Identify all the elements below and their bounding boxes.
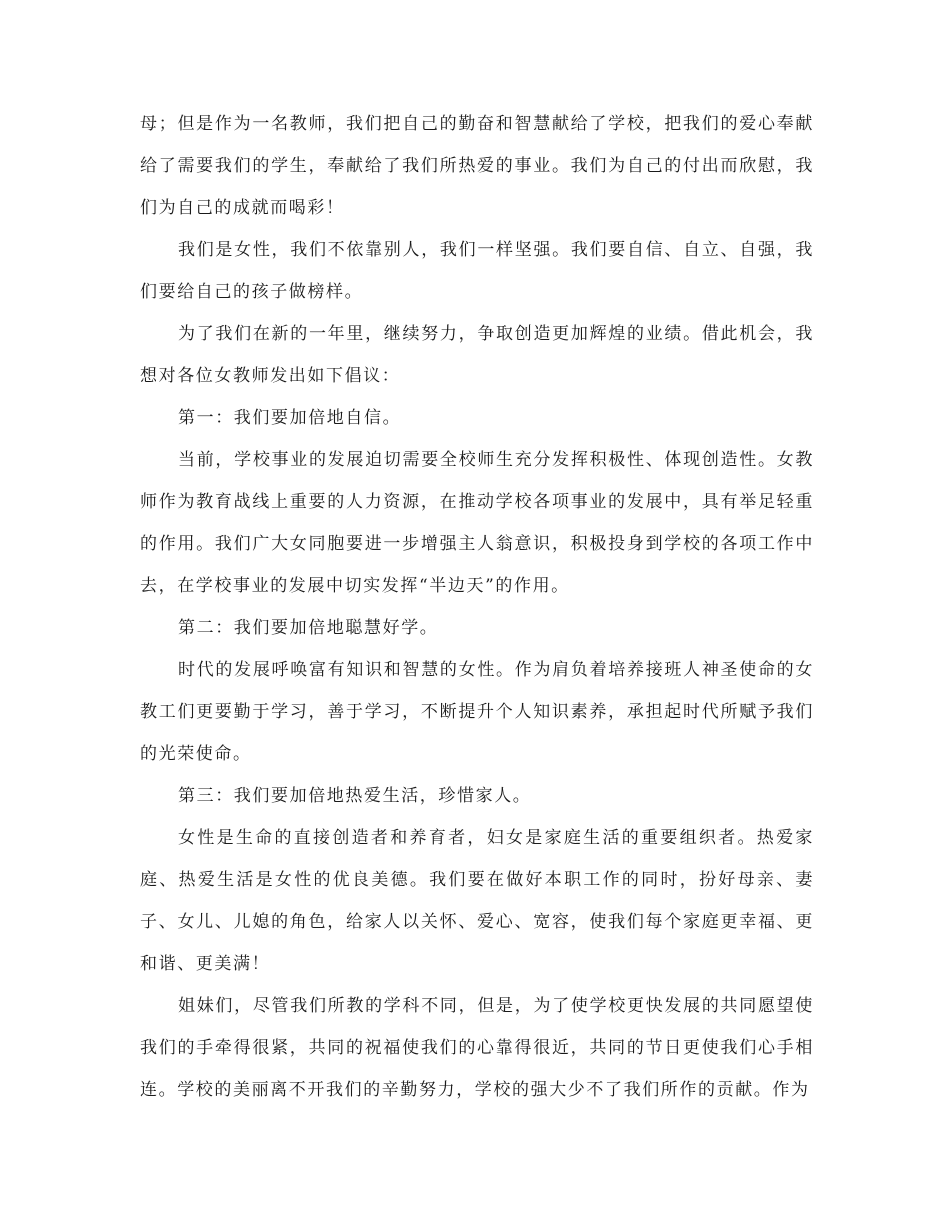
paragraph: 当前，学校事业的发展迫切需要全校师生充分发挥积极性、体现创造性。女教师作为教育战线上重要的人力资源，在推动学校各项事业的发展中，具有举足轻重的作用。我们广大女同胞要进一步增强主人翁意识，积极投身到学校的各项工作中去，在学校事业的发展中切实发挥“半边天”的作用。	[140, 450, 814, 596]
paragraph: 为了我们在新的一年里，继续努力，争取创造更加辉煌的业绩。借此机会，我想对各位女教师发出如下倡议：	[140, 324, 814, 386]
section-heading-first: 第一：我们要加倍地自信。	[178, 408, 402, 428]
section-heading-second: 第二：我们要加倍地聪慧好学。	[178, 618, 439, 638]
document-body	[140, 103, 814, 1111]
paragraph: 姐妹们，尽管我们所教的学科不同，但是，为了使学校更快发展的共同愿望使我们的手牵得很紧，共同的祝福使我们的心靠得很近，共同的节日更使我们心手相连。学校的美丽离不开我们的辛勤努力，学校的强大少不了我们所作的贡献。作为	[140, 996, 814, 1100]
section-heading-third: 第三：我们要加倍地热爱生活，珍惜家人。	[178, 786, 532, 806]
paragraph: 女性是生命的直接创造者和养育者，妇女是家庭生活的重要组织者。热爱家庭、热爱生活是女性的优良美德。我们要在做好本职工作的同时，扮好母亲、妻子、女儿、儿媳的角色，给家人以关怀、爱心、宽容，使我们每个家庭更幸福、更和谐、更美满！	[140, 828, 814, 974]
paragraph-continued: 母；但是作为一名教师，我们把自己的勤奋和智慧献给了学校，把我们的爱心奉献给了需要我们的学生，奉献给了我们所热爱的事业。我们为自己的付出而欣慰，我们为自己的成就而喝彩！	[140, 114, 814, 218]
paragraph: 时代的发展呼唤富有知识和智慧的女性。作为肩负着培养接班人神圣使命的女教工们更要勤于学习，善于学习，不断提升个人知识素养，承担起时代所赋予我们的光荣使命。	[140, 660, 814, 764]
paragraph: 我们是女性，我们不依靠别人，我们一样坚强。我们要自信、自立、自强，我们要给自己的孩子做榜样。	[140, 240, 814, 302]
